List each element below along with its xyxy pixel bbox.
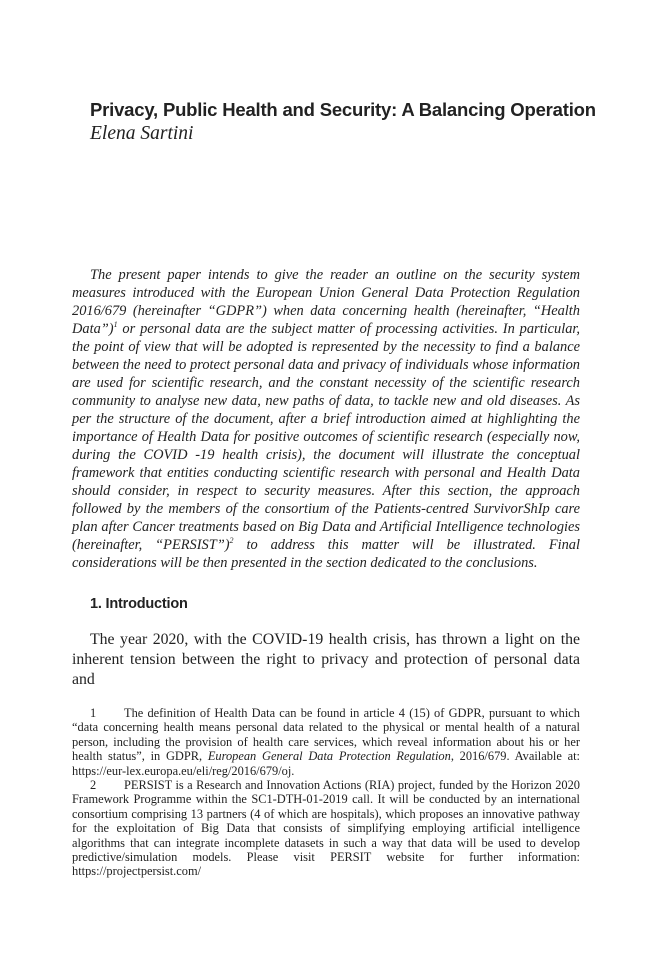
paper-title: Privacy, Public Health and Security: A Balancing Operation (90, 99, 596, 120)
abstract-text-2: or personal data are the subject matter of processing activities. In particular, the point of view that will be adopted is represented by the necessity to find a balance between the need to protect personal data and privacy of individuals whose information are used for scientific research, and the constant necessity of the scientific research community to analyse new data, new paths of data, to tackle new and old diseases. As per the structure of the document, after a brief introduction aimed at highlighting the importance of Health Data for positive outcomes of scientific research (especially now, during the COVID -19 health crisis), the document will illustrate the conceptual framework that entities conducting scientific research with personal and Health Data should consider, in respect to security measures. After this section, the approach followed by the members of the consortium of the Patients-centred SurvivorShIp care plan after Cancer treatments based on Big Data and Artificial Intelligence technologies (hereinafter, “PERSIST”) (72, 321, 580, 553)
body-paragraph: The year 2020, with the COVID-19 health crisis, has thrown a light on the inherent tension between the right to privacy and protection of personal data and (72, 631, 580, 688)
abstract-text-3: to address this matter will be illustrated. Final considerations will be then presented in the section dedicated to the conclusions. (72, 537, 581, 571)
footnote-1 (72, 706, 580, 778)
abstract-text-1: The present paper intends to give the reader an outline on the security system measures introduced with the European Union General Data Protection Regulation 2016/679 (hereinafter “GDPR”) when data concerning health (hereinafter, “Health Data”) (72, 267, 580, 337)
footnote-text: PERSIST is a Research and Innovation Actions (RIA) project, funded by the Horizon 2020 Framework Programme within the SC1-DTH-01-2019 call. It will be conducted by an international consortium comprising 13 partners (4 of which are hospitals), which proposes an innovative pathway for the exploitation of Big Data that consists of simplifying employing artificial intelligence algorithms that can integrate incomplete datasets in such a way that data will be used to develop predictive/simulation models. Please visit PERSIT website for further information: https://projectpersist.com/ (72, 778, 580, 879)
footnote-ref-1[interactable]: 1 (113, 320, 118, 330)
footnotes (72, 706, 580, 879)
footnote-italic-text: European General Data Protection Regulation (207, 749, 451, 764)
section-heading: 1. Introduction (90, 596, 188, 612)
footnote-2 (72, 778, 580, 879)
footnote-text: The definition of Health Data can be found in article 4 (15) of GDPR, pursuant to which “data concerning health means personal data related to the physical or mental health of a natural person, including the provision of health care services, which reveal information about his or her health status”, in GDPR, (72, 706, 580, 764)
footnote-number: 1 (90, 706, 97, 720)
footnote-text-end: , 2016/679. Available at: https://eur-lex.europa.eu/eli/reg/2016/679/oj. (72, 749, 580, 778)
footnote-number: 2 (90, 778, 97, 793)
footnote-ref-2[interactable]: 2 (229, 536, 234, 546)
author-name: Elena Sartini (90, 123, 194, 144)
abstract (72, 266, 580, 572)
